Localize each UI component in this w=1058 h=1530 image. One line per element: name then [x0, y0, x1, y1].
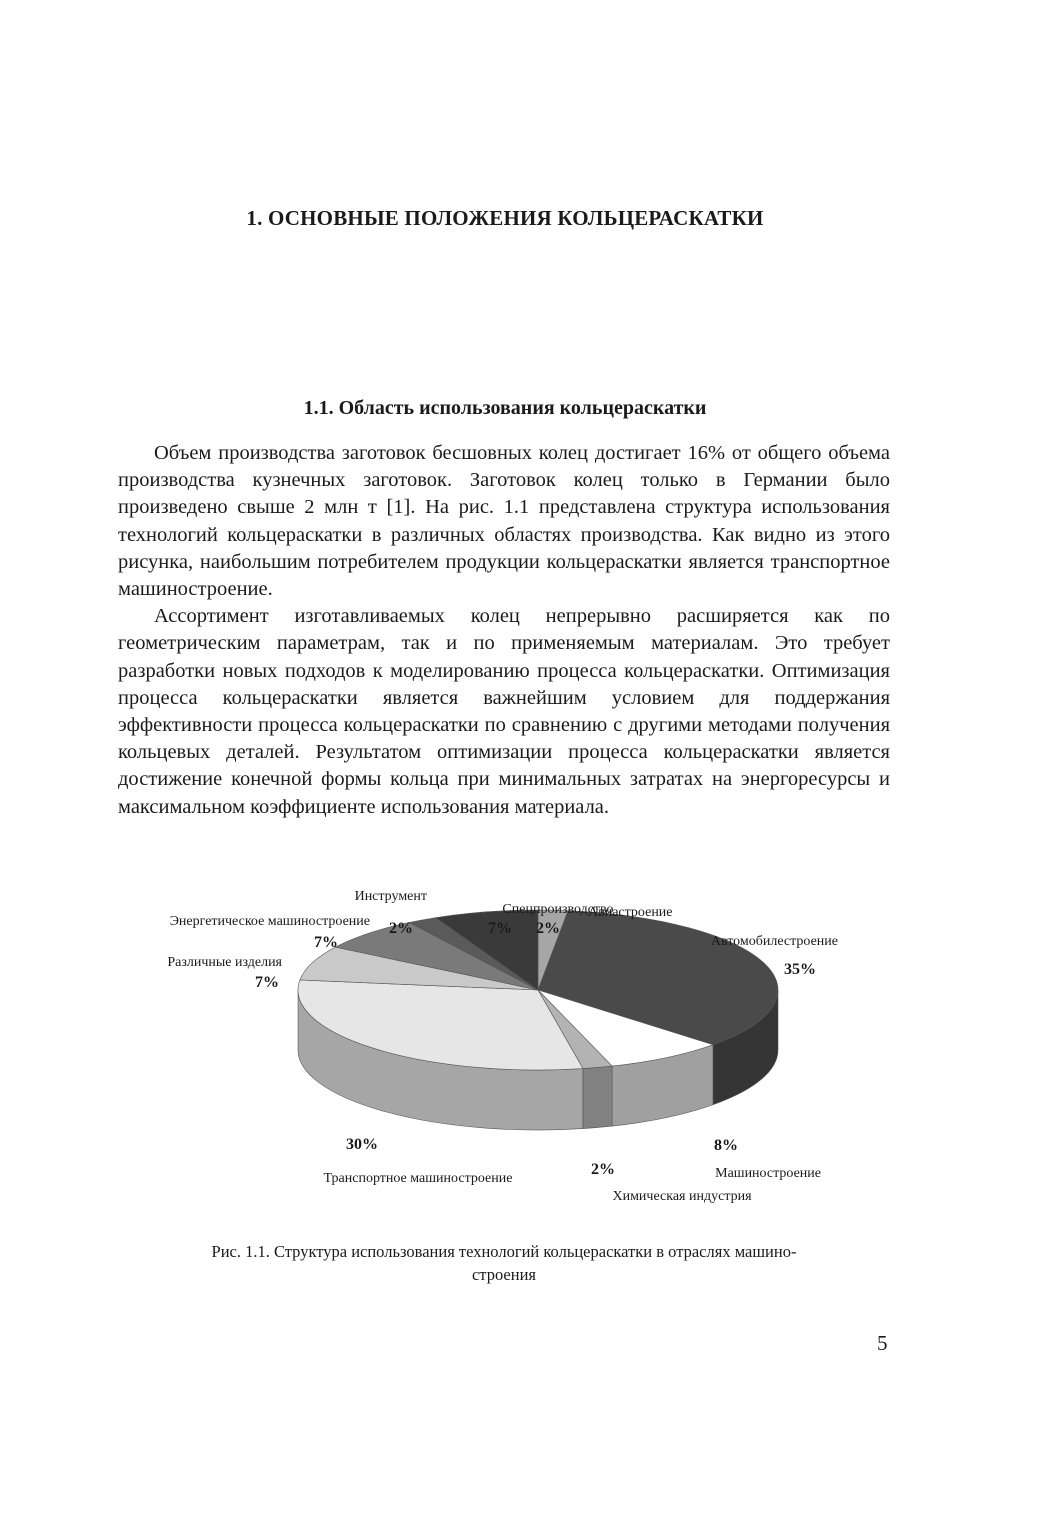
caption-line-2: строения [471, 1265, 536, 1284]
slice-label-2: Машиностроение [715, 1166, 821, 1181]
slice-value-4: 30% [346, 1136, 378, 1153]
slice-value-2: 8% [714, 1137, 738, 1154]
body-text [118, 440, 890, 821]
slice-value-1: 35% [784, 961, 816, 978]
slice-label-1: Автомобилестроение [710, 934, 838, 949]
section-title: 1.1. Область использования кольцераскатки [303, 397, 707, 419]
chapter-title: 1. ОСНОВНЫЕ ПОЛОЖЕНИЯ КОЛЬЦЕРАСКАТКИ [246, 206, 764, 230]
page-number: 5 [877, 1331, 888, 1355]
paragraph-1: Объем производства заготовок бесшовных колец достигает 16% от общего объема производства кузнечных заготовок. Заготовок колец только в Германии было произведено свыше 2 млн т [1]. На рис. 1.1 представлена структура использования технологий кольцераскатки в различных областях производства. Как видно из этого рисунка, наибольшим потребителем продукции кольцераскатки является транспортное машиностроение. [118, 442, 890, 601]
slice-value-0: 2% [536, 920, 560, 937]
slice-value-8: 7% [488, 920, 512, 937]
pie-side-3 [583, 1066, 612, 1128]
slice-label-4: Транспортное машиностроение [323, 1171, 513, 1186]
paragraph-2: Ассортимент изготавливаемых колец непрерывно расширяется как по геометрическим параметрам, так и по применяемым материалам. Это требует разработки новых подходов к моделированию процесса кольцераскатки. Оптимизация процесса кольцераскатки является важнейшим условием для поддержания эффективности процесса кольцераскатки по сравнению с другими методами получения кольцевых деталей. Результатом оптимизации процесса кольцераскатки является достижение конечной формы кольца при минимальных затратах на энергоресурсы и максимальном коэффициенте использования материала. [118, 605, 890, 818]
slice-label-3: Химическая индустрия [612, 1189, 752, 1204]
slice-value-6: 7% [314, 934, 338, 951]
slice-value-5: 7% [255, 974, 279, 991]
slice-value-3: 2% [591, 1161, 615, 1178]
slice-label-0: Авиастроение [588, 905, 673, 920]
slice-value-7: 2% [389, 920, 413, 937]
slice-label-6: Энергетическое машиностроение [169, 914, 370, 929]
slice-label-5: Различные изделия [167, 955, 282, 970]
slice-label-8: Спецпроизводство [502, 902, 614, 917]
slice-label-7: Инструмент [354, 889, 427, 904]
pie-chart [140, 880, 880, 1220]
caption-line-1: Рис. 1.1. Структура использования технологий кольцераскатки в отраслях машино- [211, 1242, 797, 1261]
figure-caption [118, 1240, 890, 1286]
